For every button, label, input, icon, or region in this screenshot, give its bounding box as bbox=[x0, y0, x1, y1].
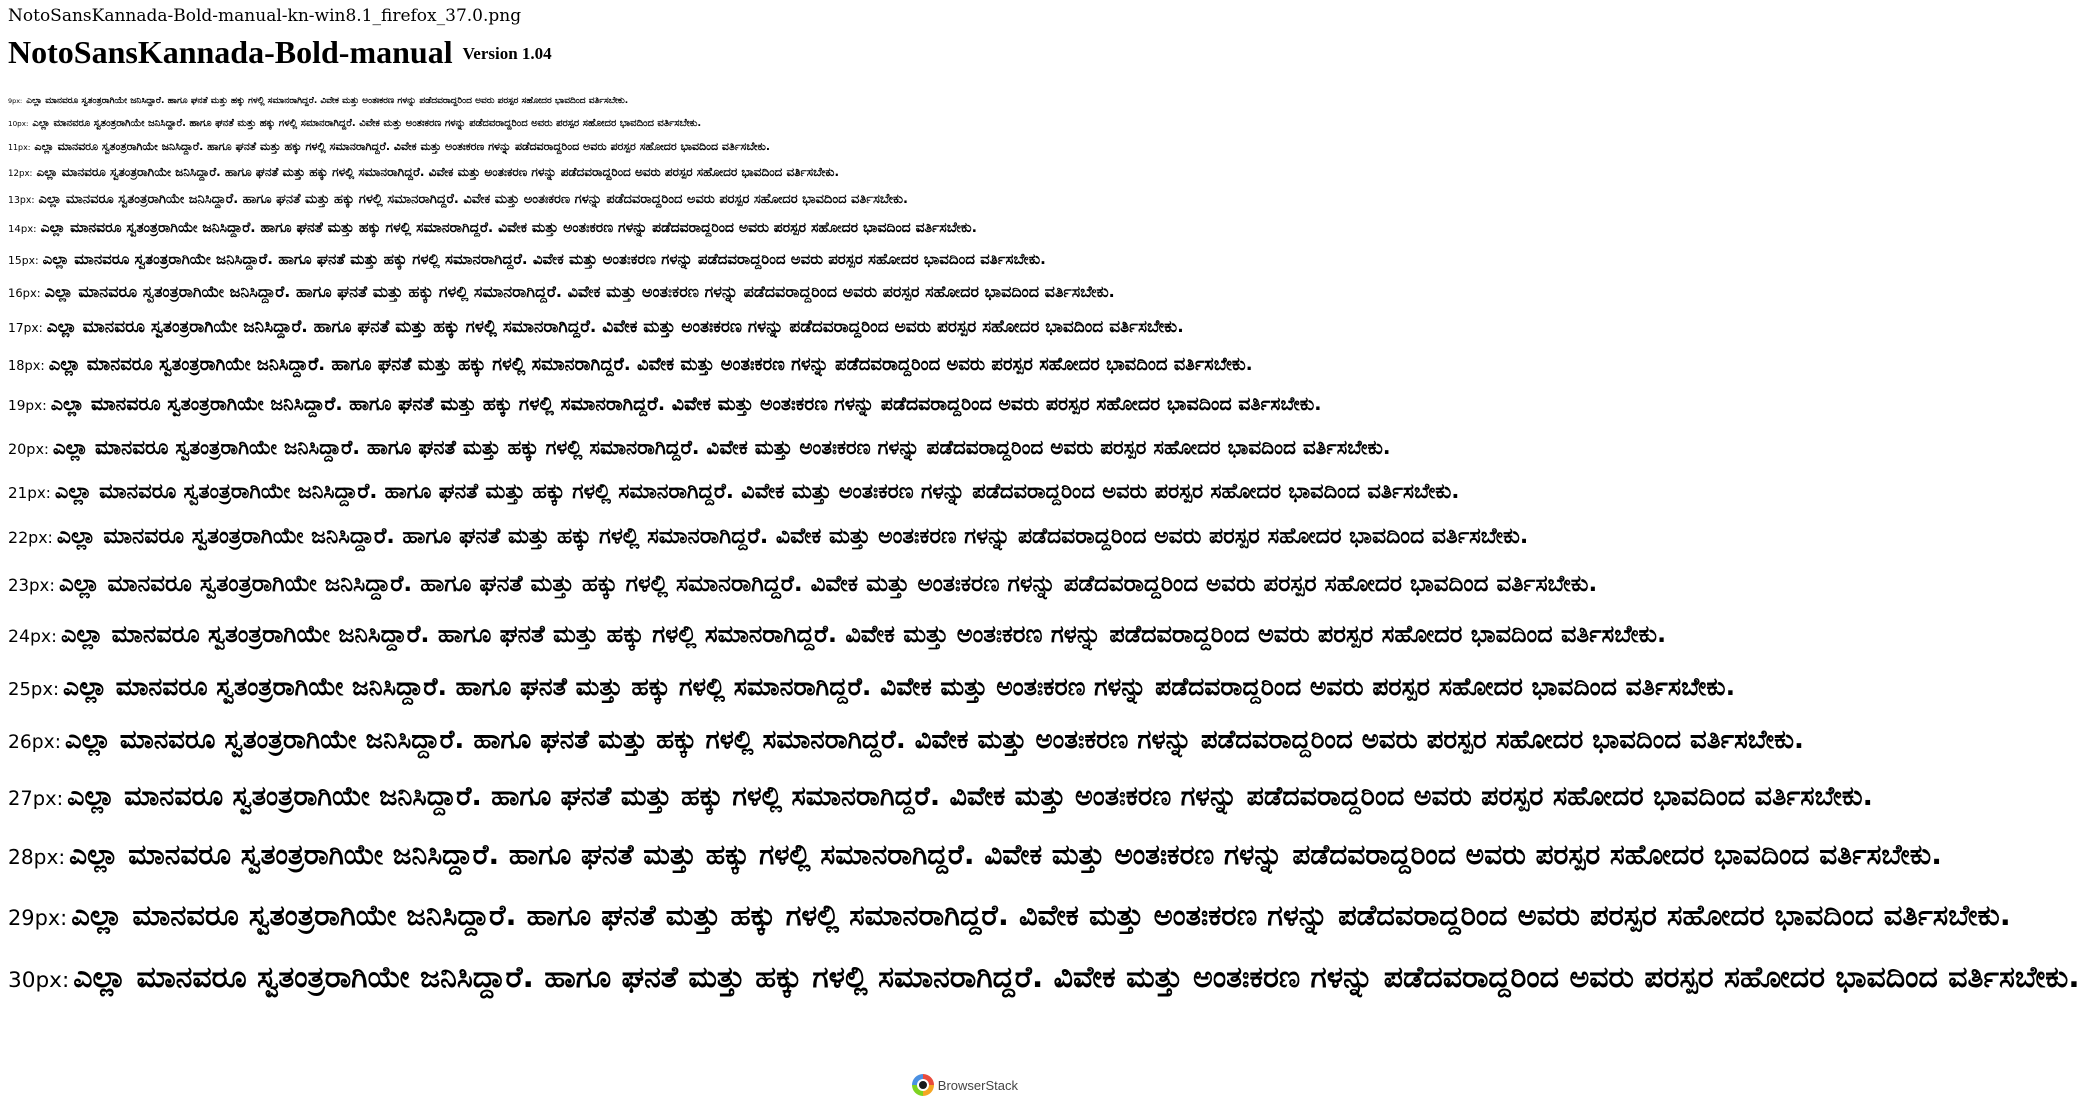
size-label: 15px: bbox=[8, 254, 39, 267]
size-label: 27px: bbox=[8, 787, 64, 810]
sample-text: ಎಲ್ಲಾ ಮಾನವರೂ ಸ್ವತಂತ್ರರಾಗಿಯೇ ಜನಿಸಿದ್ದಾರೆ. ಹಾಗೂ ಘನತೆ ಮತ್ತು ಹಕ್ಕು ಗಳಲ್ಲಿ ಸಮಾನರಾಗಿದ್ದರೆ. ವಿವೇಕ ಮತ್ತು ಅಂತಃಕರಣ ಗಳನ್ನು ಪಡೆದವರಾದ್ದರಿಂದ ಅವರು ಪರಸ್ಪರ ಸಹೋದರ ಭಾವದಿಂದ ವರ್ತಿಸಬೇಕು. bbox=[42, 250, 1046, 268]
sample-text: ಎಲ್ಲಾ ಮಾನವರೂ ಸ್ವತಂತ್ರರಾಗಿಯೇ ಜನಿಸಿದ್ದಾರೆ. ಹಾಗೂ ಘನತೆ ಮತ್ತು ಹಕ್ಕು ಗಳಲ್ಲಿ ಸಮಾನರಾಗಿದ್ದರೆ. ವಿವೇಕ ಮತ್ತು ಅಂತಃಕರಣ ಗಳನ್ನು ಪಡೆದವರಾದ್ದರಿಂದ ಅವರು ಪರಸ್ಪರ ಸಹೋದರ ಭಾವದಿಂದ ವರ್ತಿಸಬೇಕು. bbox=[48, 354, 1253, 375]
size-label: 12px: bbox=[8, 169, 33, 179]
sample-text: ಎಲ್ಲಾ ಮಾನವರೂ ಸ್ವತಂತ್ರರಾಗಿಯೇ ಜನಿಸಿದ್ದಾರೆ. ಹಾಗೂ ಘನತೆ ಮತ್ತು ಹಕ್ಕು ಗಳಲ್ಲಿ ಸಮಾನರಾಗಿದ್ದರೆ. ವಿವೇಕ ಮತ್ತು ಅಂತಃಕರಣ ಗಳನ್ನು ಪಡೆದವರಾದ್ದರಿಂದ ಅವರು ಪರಸ್ಪರ ಸಹೋದರ ಭಾವದಿಂದ ವರ್ತಿಸಬೇಕು. bbox=[58, 571, 1598, 597]
sample-text: ಎಲ್ಲಾ ಮಾನವರೂ ಸ್ವತಂತ್ರರಾಗಿಯೇ ಜನಿಸಿದ್ದಾರೆ. ಹಾಗೂ ಘನತೆ ಮತ್ತು ಹಕ್ಕು ಗಳಲ್ಲಿ ಸಮಾನರಾಗಿದ್ದರೆ. ವಿವೇಕ ಮತ್ತು ಅಂತಃಕರಣ ಗಳನ್ನು ಪಡೆದವರಾದ್ದರಿಂದ ಅವರು ಪರಸ್ಪರ ಸಹೋದರ ಭಾವದಿಂದ ವರ್ತಿಸಬೇಕು. bbox=[73, 960, 2080, 995]
sample-row bbox=[8, 524, 1529, 549]
sample-text: ಎಲ್ಲಾ ಮಾನವರೂ ಸ್ವತಂತ್ರರಾಗಿಯೇ ಜನಿಸಿದ್ದಾರೆ. ಹಾಗೂ ಘನತೆ ಮತ್ತು ಹಕ್ಕು ಗಳಲ್ಲಿ ಸಮಾನರಾಗಿದ್ದರೆ. ವಿವೇಕ ಮತ್ತು ಅಂತಃಕರಣ ಗಳನ್ನು ಪಡೆದವರಾದ್ದರಿಂದ ಅವರು ಪರಸ್ಪರ ಸಹೋದರ ಭಾವದಿಂದ ವರ್ತಿಸಬೇಕು. bbox=[60, 620, 1667, 648]
size-label: 11px: bbox=[8, 143, 31, 152]
sample-row bbox=[8, 137, 1024, 155]
sample-text: ಎಲ್ಲಾ ಮಾನವರೂ ಸ್ವತಂತ್ರರಾಗಿಯೇ ಜನಿಸಿದ್ದಾರೆ. ಹಾಗೂ ಘನತೆ ಮತ್ತು ಹಕ್ಕು ಗಳಲ್ಲಿ ಸಮಾನರಾಗಿದ್ದರೆ. ವಿವೇಕ ಮತ್ತು ಅಂತಃಕರಣ ಗಳನ್ನು ಪಡೆದವರಾದ್ದರಿಂದ ಅವರು ಪರಸ್ಪರ ಸಹೋದರ ಭಾವದಿಂದ ವರ್ತಿಸಬೇಕು. bbox=[44, 282, 1115, 301]
sample-row bbox=[8, 163, 1024, 181]
size-label: 25px: bbox=[8, 679, 60, 700]
page-title bbox=[8, 33, 552, 73]
sample-row bbox=[8, 250, 1046, 269]
sample-row bbox=[8, 219, 1024, 237]
file-name-heading: NotoSansKannada-Bold-manual-kn-win8.1_firefox_37.0.png bbox=[8, 6, 522, 26]
sample-row bbox=[8, 282, 1115, 302]
sample-text: ಎಲ್ಲಾ ಮಾನವರೂ ಸ್ವತಂತ್ರರಾಗಿಯೇ ಜನಿಸಿದ್ದಾರೆ. ಹಾಗೂ ಘನತೆ ಮತ್ತು ಹಕ್ಕು ಗಳಲ್ಲಿ ಸಮಾನರಾಗಿದ್ದರೆ. ವಿವೇಕ ಮತ್ತು ಅಂತಃಕರಣ ಗಳನ್ನು ಪಡೆದವರಾದ್ದರಿಂದ ಅವರು ಪರಸ್ಪರ ಸಹೋದರ ಭಾವದಿಂದ ವರ್ತಿಸಬೇಕು. bbox=[69, 838, 1942, 871]
size-label: 9px: bbox=[8, 97, 23, 105]
sample-text: ಎಲ್ಲಾ ಮಾನವರೂ ಸ್ವತಂತ್ರರಾಗಿಯೇ ಜನಿಸಿದ್ದಾರೆ. ಹಾಗೂ ಘನತೆ ಮತ್ತು ಹಕ್ಕು ಗಳಲ್ಲಿ ಸಮಾನರಾಗಿದ್ದರೆ. ವಿವೇಕ ಮತ್ತು ಅಂತಃಕರಣ ಗಳನ್ನು ಪಡೆದವರಾದ್ದರಿಂದ ಅವರು ಪರಸ್ಪರ ಸಹೋದರ ಭಾವದಿಂದ ವರ್ತಿಸಬೇಕು. bbox=[38, 192, 908, 207]
font-name: NotoSansKannada-Bold-manual bbox=[8, 34, 453, 70]
sample-row bbox=[8, 960, 2080, 995]
sample-text: ಎಲ್ಲಾ ಮಾನವರೂ ಸ್ವತಂತ್ರರಾಗಿಯೇ ಜನಿಸಿದ್ದಾರೆ. ಹಾಗೂ ಘನತೆ ಮತ್ತು ಹಕ್ಕು ಗಳಲ್ಲಿ ಸಮಾನರಾಗಿದ್ದರೆ. ವಿವೇಕ ಮತ್ತು ಅಂತಃಕರಣ ಗಳನ್ನು ಪಡೆದವರಾದ್ದರಿಂದ ಅವರು ಪರಸ್ಪರ ಸಹೋದರ ಭಾವದಿಂದ ವರ್ತಿಸಬೇಕು. bbox=[52, 435, 1391, 459]
size-label: 30px: bbox=[8, 968, 70, 993]
sample-text: ಎಲ್ಲಾ ಮಾನವರೂ ಸ್ವತಂತ್ರರಾಗಿಯೇ ಜನಿಸಿದ್ದಾರೆ. ಹಾಗೂ ಘನತೆ ಮತ್ತು ಹಕ್ಕು ಗಳಲ್ಲಿ ಸಮಾನರಾಗಿದ್ದರೆ. ವಿವೇಕ ಮತ್ತು ಅಂತಃಕರಣ ಗಳನ್ನು ಪಡೆದವರಾದ್ದರಿಂದ ಅವರು ಪರಸ್ಪರ ಸಹೋದರ ಭಾವದಿಂದ ವರ್ತಿಸಬೇಕು. bbox=[65, 725, 1804, 755]
font-version: Version 1.04 bbox=[462, 44, 552, 63]
size-label: 14px: bbox=[8, 224, 37, 235]
sample-row bbox=[8, 113, 1024, 131]
sample-row bbox=[8, 620, 1667, 648]
sample-text: ಎಲ್ಲಾ ಮಾನವರೂ ಸ್ವತಂತ್ರರಾಗಿಯೇ ಜನಿಸಿದ್ದಾರೆ. ಹಾಗೂ ಘನತೆ ಮತ್ತು ಹಕ್ಕು ಗಳಲ್ಲಿ ಸಮಾನರಾಗಿದ್ದರೆ. ವಿವೇಕ ಮತ್ತು ಅಂತಃಕರಣ ಗಳನ್ನು ಪಡೆದವರಾದ್ದರಿಂದ ಅವರು ಪರಸ್ಪರ ಸಹೋದರ ಭಾವದಿಂದ ವರ್ತಿಸಬೇಕು. bbox=[40, 220, 977, 236]
size-label: 13px: bbox=[8, 195, 35, 206]
browserstack-logo-icon bbox=[912, 1074, 934, 1096]
sample-text: ಎಲ್ಲಾ ಮಾನವರೂ ಸ್ವತಂತ್ರರಾಗಿಯೇ ಜನಿಸಿದ್ದಾರೆ. ಹಾಗೂ ಘನತೆ ಮತ್ತು ಹಕ್ಕು ಗಳಲ್ಲಿ ಸಮಾನರಾಗಿದ್ದರೆ. ವಿವೇಕ ಮತ್ತು ಅಂತಃಕರಣ ಗಳನ್ನು ಪಡೆದವರಾದ್ದರಿಂದ ಅವರು ಪರಸ್ಪರ ಸಹೋದರ ಭಾವದಿಂದ ವರ್ತಿಸಬೇಕು. bbox=[26, 96, 629, 106]
sample-row bbox=[8, 317, 1184, 337]
sample-row bbox=[8, 435, 1391, 459]
sample-row bbox=[8, 354, 1253, 375]
sample-text: ಎಲ್ಲಾ ಮಾನವರೂ ಸ್ವತಂತ್ರರಾಗಿಯೇ ಜನಿಸಿದ್ದಾರೆ. ಹಾಗೂ ಘನತೆ ಮತ್ತು ಹಕ್ಕು ಗಳಲ್ಲಿ ಸಮಾನರಾಗಿದ್ದರೆ. ವಿವೇಕ ಮತ್ತು ಅಂತಃಕರಣ ಗಳನ್ನು ಪಡೆದವರಾದ್ದರಿಂದ ಅವರು ಪರಸ್ಪರ ಸಹೋದರ ಭಾವದಿಂದ ವರ್ತಿಸಬೇಕು. bbox=[32, 118, 702, 129]
size-label: 10px: bbox=[8, 119, 29, 128]
sample-text: ಎಲ್ಲಾ ಮಾನವರೂ ಸ್ವತಂತ್ರರಾಗಿಯೇ ಜನಿಸಿದ್ದಾರೆ. ಹಾಗೂ ಘನತೆ ಮತ್ತು ಹಕ್ಕು ಗಳಲ್ಲಿ ಸಮಾನರಾಗಿದ್ದರೆ. ವಿವೇಕ ಮತ್ತು ಅಂತಃಕರಣ ಗಳನ್ನು ಪಡೆದವರಾದ್ದರಿಂದ ಅವರು ಪರಸ್ಪರ ಸಹೋದರ ಭಾವದಿಂದ ವರ್ತಿಸಬೇಕು. bbox=[34, 140, 771, 153]
sample-text: ಎಲ್ಲಾ ಮಾನವರೂ ಸ್ವತಂತ್ರರಾಗಿಯೇ ಜನಿಸಿದ್ದಾರೆ. ಹಾಗೂ ಘನತೆ ಮತ್ತು ಹಕ್ಕು ಗಳಲ್ಲಿ ಸಮಾನರಾಗಿದ್ದರೆ. ವಿವೇಕ ಮತ್ತು ಅಂತಃಕರಣ ಗಳನ್ನು ಪಡೆದವರಾದ್ದರಿಂದ ಅವರು ಪರಸ್ಪರ ಸಹೋದರ ಭಾವದಿಂದ ವರ್ತಿಸಬೇಕು. bbox=[63, 672, 1736, 701]
sample-text: ಎಲ್ಲಾ ಮಾನವರೂ ಸ್ವತಂತ್ರರಾಗಿಯೇ ಜನಿಸಿದ್ದಾರೆ. ಹಾಗೂ ಘನತೆ ಮತ್ತು ಹಕ್ಕು ಗಳಲ್ಲಿ ಸಮಾನರಾಗಿದ್ದರೆ. ವಿವೇಕ ಮತ್ತು ಅಂತಃಕರಣ ಗಳನ್ನು ಪಡೆದವರಾದ್ದರಿಂದ ಅವರು ಪರಸ್ಪರ ಸಹೋದರ ಭಾವದಿಂದ ವರ್ತಿಸಬೇಕು. bbox=[54, 479, 1460, 503]
sample-row bbox=[8, 190, 1024, 208]
size-label: 22px: bbox=[8, 528, 53, 547]
sample-row bbox=[8, 672, 1736, 702]
size-label: 28px: bbox=[8, 845, 66, 869]
sample-text: ಎಲ್ಲಾ ಮಾನವರೂ ಸ್ವತಂತ್ರರಾಗಿಯೇ ಜನಿಸಿದ್ದಾರೆ. ಹಾಗೂ ಘನತೆ ಮತ್ತು ಹಕ್ಕು ಗಳಲ್ಲಿ ಸಮಾನರಾಗಿದ್ದರೆ. ವಿವೇಕ ಮತ್ತು ಅಂತಃಕರಣ ಗಳನ್ನು ಪಡೆದವರಾದ್ದರಿಂದ ಅವರು ಪರಸ್ಪರ ಸಹೋದರ ಭಾವದಿಂದ ವರ್ತಿಸಬೇಕು. bbox=[46, 317, 1184, 337]
browserstack-watermark bbox=[912, 1074, 1018, 1096]
sample-row bbox=[8, 725, 1804, 756]
sample-text: ಎಲ್ಲಾ ಮಾನವರೂ ಸ್ವತಂತ್ರರಾಗಿಯೇ ಜನಿಸಿದ್ದಾರೆ. ಹಾಗೂ ಘನತೆ ಮತ್ತು ಹಕ್ಕು ಗಳಲ್ಲಿ ಸಮಾನರಾಗಿದ್ದರೆ. ವಿವೇಕ ಮತ್ತು ಅಂತಃಕರಣ ಗಳನ್ನು ಪಡೆದವರಾದ್ದರಿಂದ ಅವರು ಪರಸ್ಪರ ಸಹೋದರ ಭಾವದಿಂದ ವರ್ತಿಸಬೇಕು. bbox=[50, 393, 1322, 415]
sample-row bbox=[8, 838, 1942, 872]
size-label: 16px: bbox=[8, 286, 41, 300]
sample-row bbox=[8, 393, 1322, 415]
size-label: 21px: bbox=[8, 484, 51, 502]
sample-text: ಎಲ್ಲಾ ಮಾನವರೂ ಸ್ವತಂತ್ರರಾಗಿಯೇ ಜನಿಸಿದ್ದಾರೆ. ಹಾಗೂ ಘನತೆ ಮತ್ತು ಹಕ್ಕು ಗಳಲ್ಲಿ ಸಮಾನರಾಗಿದ್ದರೆ. ವಿವೇಕ ಮತ್ತು ಅಂತಃಕರಣ ಗಳನ್ನು ಪಡೆದವರಾದ್ದರಿಂದ ಅವರು ಪರಸ್ಪರ ಸಹೋದರ ಭಾವದಿಂದ ವರ್ತಿಸಬೇಕು. bbox=[56, 524, 1529, 549]
size-label: 23px: bbox=[8, 576, 55, 595]
size-label: 29px: bbox=[8, 906, 68, 930]
sample-row bbox=[8, 479, 1460, 504]
size-label: 19px: bbox=[8, 398, 47, 414]
watermark-text: BrowserStack bbox=[937, 1077, 1018, 1093]
size-label: 17px: bbox=[8, 321, 43, 335]
sample-text: ಎಲ್ಲಾ ಮಾನವರೂ ಸ್ವತಂತ್ರರಾಗಿಯೇ ಜನಿಸಿದ್ದಾರೆ. ಹಾಗೂ ಘನತೆ ಮತ್ತು ಹಕ್ಕು ಗಳಲ್ಲಿ ಸಮಾನರಾಗಿದ್ದರೆ. ವಿವೇಕ ಮತ್ತು ಅಂತಃಕರಣ ಗಳನ್ನು ಪಡೆದವರಾದ್ದರಿಂದ ಅವರು ಪರಸ್ಪರ ಸಹೋದರ ಭಾವದಿಂದ ವರ್ತಿಸಬೇಕು. bbox=[36, 165, 840, 179]
size-label: 24px: bbox=[8, 627, 57, 647]
sample-text: ಎಲ್ಲಾ ಮಾನವರೂ ಸ್ವತಂತ್ರರಾಗಿಯೇ ಜನಿಸಿದ್ದಾರೆ. ಹಾಗೂ ಘನತೆ ಮತ್ತು ಹಕ್ಕು ಗಳಲ್ಲಿ ಸಮಾನರಾಗಿದ್ದರೆ. ವಿವೇಕ ಮತ್ತು ಅಂತಃಕರಣ ಗಳನ್ನು ಪಡೆದವರಾದ್ದರಿಂದ ಅವರು ಪರಸ್ಪರ ಸಹೋದರ ಭಾವದಿಂದ ವರ್ತಿಸಬೇಕು. bbox=[71, 898, 2011, 932]
sample-row bbox=[8, 571, 1598, 597]
sample-text: ಎಲ್ಲಾ ಮಾನವರೂ ಸ್ವತಂತ್ರರಾಗಿಯೇ ಜನಿಸಿದ್ದಾರೆ. ಹಾಗೂ ಘನತೆ ಮತ್ತು ಹಕ್ಕು ಗಳಲ್ಲಿ ಸಮಾನರಾಗಿದ್ದರೆ. ವಿವೇಕ ಮತ್ತು ಅಂತಃಕರಣ ಗಳನ್ನು ಪಡೆದವರಾದ್ದರಿಂದ ಅವರು ಪರಸ್ಪರ ಸಹೋದರ ಭಾವದಿಂದ ವರ್ತಿಸಬೇಕು. bbox=[67, 781, 1873, 812]
sample-row bbox=[8, 90, 1024, 108]
sample-row bbox=[8, 781, 1873, 813]
sample-row bbox=[8, 898, 2011, 933]
size-label: 20px: bbox=[8, 442, 49, 458]
size-label: 18px: bbox=[8, 359, 45, 374]
size-label: 26px: bbox=[8, 732, 62, 753]
